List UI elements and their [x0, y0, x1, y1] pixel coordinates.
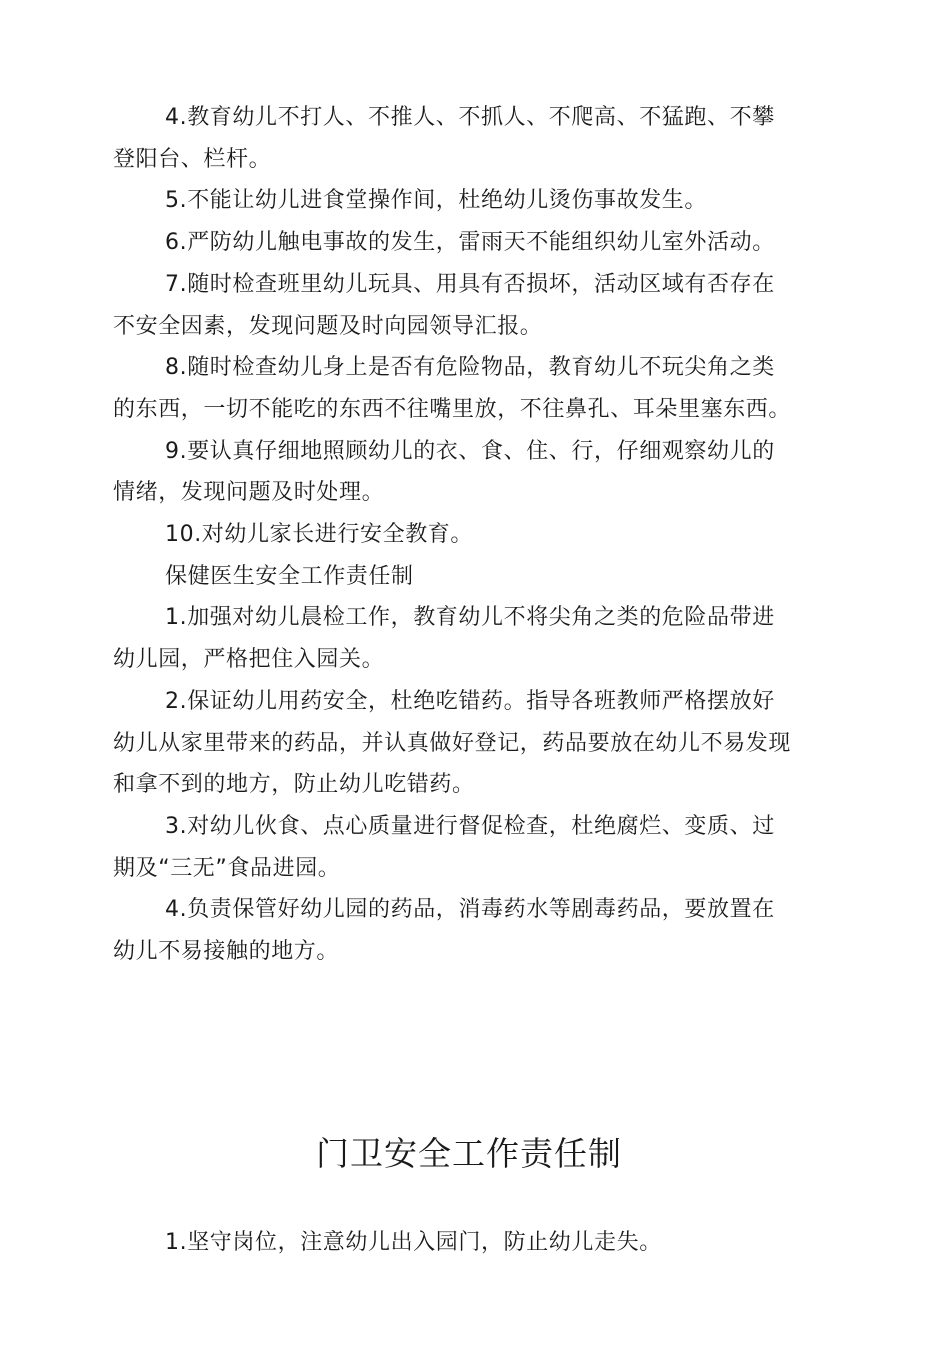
paragraph-item-6: 6.严防幼儿触电事故的发生，雷雨天不能组织幼儿室外活动。	[165, 230, 775, 256]
paragraph-item-1: 1.加强对幼儿晨检工作，教育幼儿不将尖角之类的危险品带进幼儿园，严格把住入园关。	[113, 605, 775, 673]
section-body-text	[113, 1222, 793, 1264]
paragraph-item-7: 7.随时检查班里幼儿玩具、用具有否损坏，活动区域有否存在不安全因素，发现问题及时向园领导汇报。	[113, 271, 775, 339]
body-text	[113, 97, 793, 973]
paragraph-item-4: 4.教育幼儿不打人、不推人、不抓人、不爬高、不猛跑、不攀登阳台、栏杆。	[113, 105, 775, 172]
section-paragraph-1: 1.坚守岗位，注意幼儿出入园门，防止幼儿走失。	[165, 1230, 662, 1255]
paragraph-item-5: 5.不能让幼儿进食堂操作间，杜绝幼儿烫伤事故发生。	[165, 188, 707, 214]
subsection-heading: 保健医生安全工作责任制	[165, 563, 414, 589]
paragraph-item-10: 10.对幼儿家长进行安全教育。	[165, 522, 473, 548]
paragraph-item-9: 9.要认真仔细地照顾幼儿的衣、食、住、行，仔细观察幼儿的情绪，发现问题及时处理。	[113, 438, 775, 506]
paragraph-item-4b: 4.负责保管好幼儿园的药品，消毒药水等剧毒药品，要放置在幼儿不易接触的地方。	[113, 897, 775, 965]
section-title: 门卫安全工作责任制	[316, 1134, 622, 1173]
paragraph-item-8: 8.随时检查幼儿身上是否有危险物品，教育幼儿不玩尖角之类的东西，一切不能吃的东西不往嘴里放，不往鼻孔、耳朵里塞东西。	[113, 355, 792, 422]
paragraph-item-2: 2.保证幼儿用药安全，杜绝吃错药。指导各班教师严格摆放好幼儿从家里带来的药品，并认真做好登记，药品要放在幼儿不易发现和拿不到的地方，防止幼儿吃错药。	[113, 688, 792, 798]
paragraph-item-3: 3.对幼儿伙食、点心质量进行督促检查，杜绝腐烂、变质、过期及“三无”食品进园。	[113, 813, 775, 881]
